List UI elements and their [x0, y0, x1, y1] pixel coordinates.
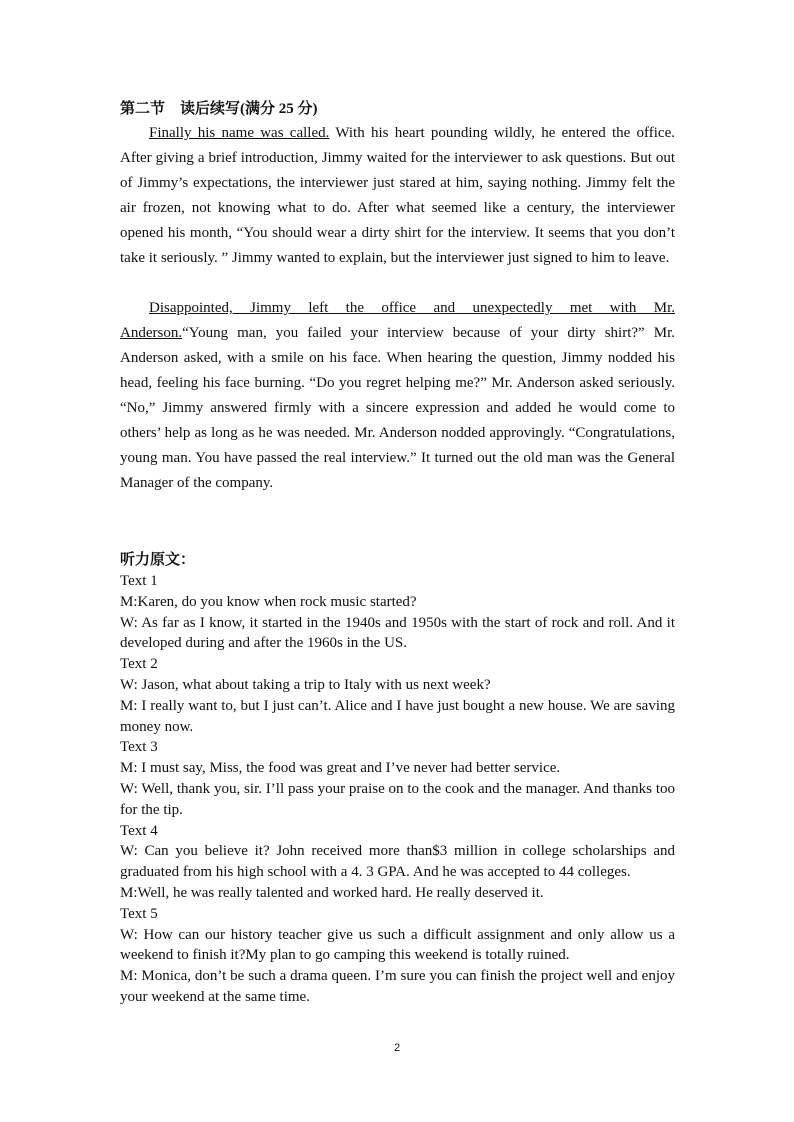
paragraph-1-underlined-opening: Finally his name was called. — [149, 125, 330, 141]
dialogue-line: W: How can our history teacher give us such a difficult assignment and only allow us a weekend to finish it?My plan to go camping this weekend is totally ruined. — [120, 926, 675, 964]
text-label: Text 3 — [120, 739, 158, 756]
dialogue-line: M:Well, he was really talented and worked hard. He really deserved it. — [120, 884, 544, 901]
paragraph-2-body: “Young man, you failed your interview because of your dirty shirt?” Mr. Anderson asked, with a smile on his face. When hearing the question, Jimmy nodded his head, feeling his face burning. “Do you regret helping me?” Mr. Anderson asked seriously. “No,” Jimmy answered firmly with a sincere expression and added he would come to others’ help as long as he was needed. Mr. Anderson nodded approvingly. “Congratulations, young man. You have passed the real interview.” It turned out the old man was the General Manager of the company. — [120, 325, 675, 491]
text-label: Text 5 — [120, 905, 158, 922]
paragraph-2-first-line — [120, 296, 675, 321]
dialogue-line: M: I really want to, but I just can’t. Alice and I have just bought a new house. We are saving money now. — [120, 697, 675, 735]
listening-transcript — [120, 571, 675, 1008]
text-label: Text 2 — [120, 656, 158, 673]
dialogue-line: M: Monica, don’t be such a drama queen. I’m sure you can finish the project well and enjoy your weekend at the same time. — [120, 968, 675, 1005]
dialogue-line: W: As far as I know, it started in the 1940s and 1950s with the start of rock and roll. And it developed during and after the 1960s in the US. — [120, 614, 675, 652]
page-number: 2 — [393, 1042, 401, 1054]
dialogue-line: W: Can you believe it? John received more than$3 million in college scholarships and graduated from his high school with a 4. 3 GPA. And he was accepted to 44 colleges. — [120, 843, 675, 881]
text-label: Text 4 — [120, 822, 158, 839]
listening-transcript-title: 听力原文： — [120, 552, 196, 568]
paragraph-2 — [120, 296, 675, 496]
paragraph-1-body: With his heart pounding wildly, he entered the office. After giving a brief introduction, Jimmy waited for the interviewer to ask questions. But out of Jimmy’s expectations, the interviewer just stared at him, saying nothing. Jimmy felt the air frozen, not knowing what to do. After what seemed like a century, the interviewer opened his month, “You should wear a dirty shirt for the interview. It seems that you don’t take it seriously. ” Jimmy wanted to explain, but the interviewer just signed to him to leave. — [120, 125, 675, 266]
section-title: 第二节 读后续写(满分 25 分) — [120, 101, 318, 117]
transcript-text-2 — [120, 654, 675, 737]
dialogue-line: W: Well, thank you, sir. I’ll pass your praise on to the cook and the manager. And thanks too for the tip. — [120, 780, 675, 818]
paragraph-2-underlined-name: Anderson. — [120, 325, 183, 341]
transcript-text-5 — [120, 904, 675, 1008]
dialogue-line: M: I must say, Miss, the food was great and I’ve never had better service. — [120, 760, 561, 777]
transcript-text-1 — [120, 571, 675, 654]
text-label: Text 1 — [120, 573, 158, 589]
paragraph-2-underlined-opening: Disappointed, Jimmy left the office and unexpectedly met with Mr. — [149, 300, 675, 316]
paragraph-1 — [120, 121, 675, 271]
dialogue-line: M:Karen, do you know when rock music started? — [120, 593, 417, 610]
transcript-text-3 — [120, 737, 675, 820]
transcript-text-4 — [120, 821, 675, 904]
dialogue-line: W: Jason, what about taking a trip to Italy with us next week? — [120, 676, 491, 693]
